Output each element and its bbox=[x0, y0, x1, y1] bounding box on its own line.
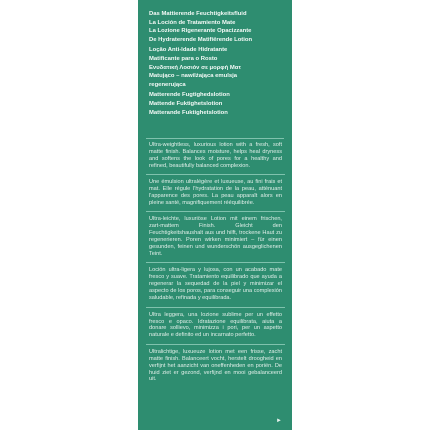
description-it: Ultra leggera, una lozione sublime per un effetto fresco e opaco. Idratazione equilibrata, aiuta a donare sollievo, minimizza i pori, per un aspetto naturale e definito ed un incarnato perfetto. bbox=[149, 311, 282, 339]
product-name-pt-line1: Loção Anti-Idade Hidratante bbox=[149, 47, 228, 54]
product-name-pl-line2: regenerująca bbox=[149, 82, 186, 89]
product-insert-panel bbox=[138, 0, 292, 430]
product-name-el: Ενυδατική Λοσιόν σε μορφή Ματ bbox=[149, 64, 242, 71]
section-divider bbox=[146, 138, 284, 139]
description-list bbox=[138, 142, 292, 388]
description-nl: Ultralichtige, luxueuze lotion met een frisse, zacht matte finish. Balanceert vocht, herstelt droogheid en verfijnt het aanzicht van oneffenheden en poriën. De huid ziet er gezond, verfijnd en mooi gebalanceerd uit. bbox=[149, 348, 282, 383]
description-divider bbox=[146, 174, 285, 175]
product-name-da: Matterende Fugtighedslotion bbox=[149, 92, 230, 99]
product-name-sv: Matterande Fuktighetslotion bbox=[149, 109, 228, 116]
description-es: Loción ultra-ligera y lujosa, con un acabado mate fresco y suave. Tratamiento equilibrado que ayuda a regenerar la sequedad de la piel y minimizar el aspecto de los poros, para conseguir una complexión saludable, refinada y equilibrada. bbox=[149, 267, 282, 302]
description-fr: Une émulsion ultralégère et luxueuse, au fini frais et mat. Elle régule l'hydratation de la peau, atténuant l'apparence des pores. La peau apparaît alors en pleine santé, magnifiquement rééquilibrée. bbox=[149, 179, 282, 206]
description-divider bbox=[146, 344, 285, 345]
product-name-pt-line2: Matificante para o Rosto bbox=[149, 55, 218, 62]
description-en: Ultra-weightless, luxurious lotion with a fresh, soft matte finish. Balances moisture, helps heal dryness and softens the look of pores for a healthy and refined, beautifully balanced complexion. bbox=[149, 142, 282, 169]
product-name-es: La Loción de Tratamiento Mate bbox=[149, 19, 236, 26]
next-arrow-icon: ► bbox=[276, 418, 282, 424]
description-de: Ultra-leichte, luxuriöse Lotion mit einem frischen, zart-mattem Finish. Gleicht den Feuchtigkeitshaushalt aus und hilft, trockene Haut zu regenerieren. Poren wirken minimiert – für einen gesunden, feinen und wunderschön ausgeglichenen Teint. bbox=[149, 216, 282, 257]
product-name-list bbox=[138, 10, 292, 117]
product-name-pl-line1: Matująco – nawilżająca emulsja bbox=[149, 73, 238, 80]
product-name-nl: De Hydraterende Matifiërende Lotion bbox=[149, 37, 253, 44]
product-name-de: Das Mattierende Feuchtigkeitsfluid bbox=[149, 11, 247, 17]
description-divider bbox=[146, 307, 285, 308]
description-divider bbox=[146, 262, 285, 263]
product-name-it: La Lozione Rigenerante Opacizzante bbox=[149, 28, 252, 35]
description-divider bbox=[146, 211, 285, 212]
product-name-no: Mattende Fuktighetslotion bbox=[149, 100, 223, 107]
